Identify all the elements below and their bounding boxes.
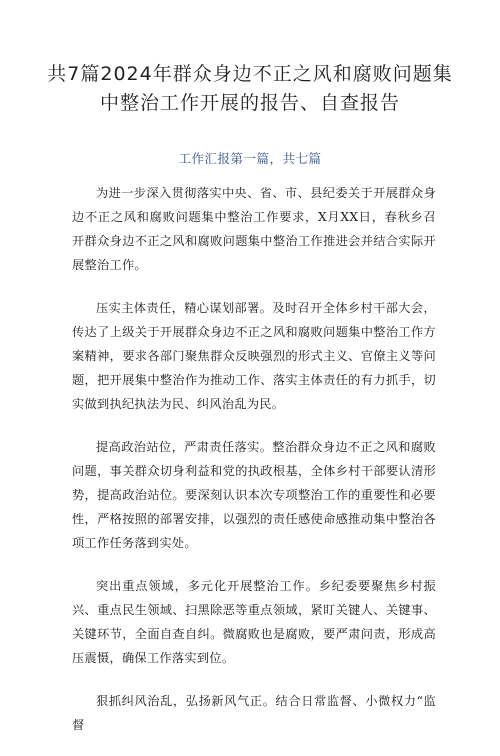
document-title: 共7篇2024年群众身边不正之风和腐败问题集中整治工作开展的报告、自查报告 bbox=[47, 63, 453, 114]
document-body bbox=[72, 181, 436, 756]
section-heading: 工作汇报第一篇，共七篇 bbox=[178, 151, 322, 166]
paragraph: 压实主体责任，精心谋划部署。及时召开全体乡村干部大会，传达了上级关于开展群众身边不正之风和腐败问题集中整治工作方案精神，要求各部门聚焦群众反映强烈的形式主义、官僚主义等问题，把开展集中整治作为推动工作、落实主体责任的有力抓手，切实做到执纪执法为民、纠风治乱为民。 bbox=[72, 301, 436, 411]
paragraph: 狠抓纠风治乱，弘扬新风气正。结合日常监督、小微权力“监督 bbox=[72, 694, 436, 732]
paragraph: 为进一步深入贯彻落实中央、省、市、县纪委关于开展群众身边不正之风和腐败问题集中整治工作要求，X月XX日，春秋乡召开群众身边不正之风和腐败问题集中整治工作推进会并结合实际开展整治工作。 bbox=[72, 186, 436, 272]
paragraph: 突出重点领域，多元化开展整治工作。乡纪委要聚焦乡村振兴、重点民生领域、扫黑除恶等重点领域，紧盯关键人、关键事、关键环节，全面自查自纠。微腐败也是腐败，要严肃问责，形成高压震慑，确保工作落实到位。 bbox=[72, 579, 436, 665]
paragraph: 提高政治站位，严肃责任落实。整治群众身边不正之风和腐败问题，事关群众切身利益和党的执政根基，全体乡村干部要认清形势，提高政治站位。要深刻认识本次专项整治工作的重要性和必要性，严格按照的部署安排，以强烈的责任感使命感推动集中整治各项工作任务落到实处。 bbox=[72, 440, 436, 550]
